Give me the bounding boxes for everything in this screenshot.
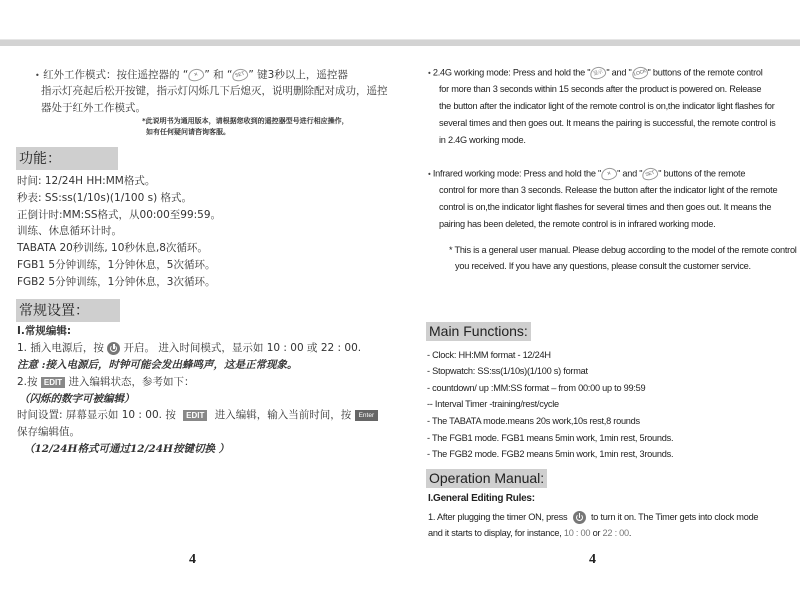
operation-manual-header: Operation Manual: (426, 469, 547, 488)
mode-24g-line3: the button after the indicator light of the remote control is on,the indicator light flashes for (439, 101, 775, 111)
settings-step2: 2.按 EDIT 进入编辑状态，参考如下： (17, 376, 195, 388)
mode-ir-line4: pairing has been deleted, the remote control is in infrared working mode. (439, 219, 716, 229)
function-item-clock: 时间: 12/24H HH:MM格式。 (17, 175, 156, 187)
mode-ir-line2: control for more than 3 seconds. Release the button after the indicator light of the remote (439, 185, 778, 195)
power-icon (573, 511, 586, 524)
function-item-stopwatch: - Stopwatch: SS:ss(1/10s)(1/100 s) format (427, 366, 588, 376)
remote-key-set-icon: SET (641, 166, 660, 182)
disclaimer-line2: 如有任何疑问请咨询客服。 (146, 128, 230, 136)
right-page-english (400, 0, 800, 593)
general-editing-subheader: I.General Editing Rules: (428, 493, 535, 504)
flash-digits-note: （闪烁的数字可被编辑） (19, 393, 135, 405)
infrared-mode-line1: • 红外工作模式：按住遥控器的 “ ✕ ” 和 “ SET ” 键3秒以上，遥控器 (35, 69, 348, 81)
function-item-tabata: TABATA 20秒训练, 10秒休息,8次循环。 (17, 242, 208, 254)
infrared-mode-line2: 指示灯亮起后松开按键，指示灯闪烁几下后熄灭，说明删除配对成功，遥控 (41, 85, 388, 97)
settings-header: 常规设置： (16, 299, 120, 322)
mode-ir-line3: control is on,the indicator light flashes for several times and then goes out. It means the (439, 202, 772, 212)
settings-beep-note: 注意 :接入电源后，时钟可能会发出蜂鸣声，这是正常现象。 (17, 359, 298, 371)
remote-key-display-icon: 显示 (589, 65, 608, 81)
disclaimer-line1: *此说明书为通用版本，请根据您收到的遥控器型号进行相应操作， (142, 117, 349, 125)
settings-subheader: I.常规编辑: (17, 325, 72, 337)
function-item-interval: -- Interval Timer -training/rest/cycle (427, 399, 559, 409)
infrared-mode-line3: 器处于红外工作模式。 (41, 102, 146, 114)
time-setting-line: 时间设置: 屏幕显示如 10 : 00. 按 EDIT 进入编辑，输入当前时间，按 Enter (17, 407, 378, 422)
power-icon (107, 342, 120, 355)
function-item-clock: - Clock: HH:MM format - 12/24H (427, 350, 551, 360)
functions-header: 功能： (16, 147, 118, 170)
mode-24g-line4: several times and then goes out. It means the pairing is successful, the remote control is (439, 118, 776, 128)
remote-key-set-icon: SET (231, 67, 250, 83)
disclaimer-line1: * This is a general user manual. Please debug according to the model of the remote control (449, 245, 797, 255)
edit-key-label: EDIT (41, 377, 65, 388)
main-functions-header: Main Functions: (426, 322, 531, 341)
remote-key-x-icon: ✕ (600, 166, 619, 182)
disclaimer-line2: you received. If you have any questions, please consult the customer service. (455, 261, 751, 271)
page-number: 4 (589, 552, 596, 567)
mode-ir-line1: • Infrared working mode: Press and hold the " ✕ " and " SET " buttons of the remote (428, 168, 745, 180)
function-item-fgb1: FGB1 5分钟训练，1分钟休息，5次循环。 (17, 259, 216, 271)
function-item-countdown: 正倒计时:MM:SS格式，从00:00至99:59。 (17, 209, 222, 221)
function-item-fgb2: FGB2 5分钟训练，1分钟休息，3次循环。 (17, 276, 216, 288)
format-toggle-note: （12/24H格式可通过12/24H按键切换 ） (24, 443, 230, 455)
function-item-fgb2: - The FGB2 mode. FGB2 means 5min work, 1min rest, 3rounds. (427, 449, 674, 459)
function-item-stopwatch: 秒表: SS:ss(1/10s)(1/100 s) 格式。 (17, 192, 193, 204)
save-value-line: 保存编辑值。 (17, 426, 80, 438)
function-item-countdown: - countdown/ up :MM:SS format – from 00:00 up to 99:59 (427, 383, 646, 393)
remote-key-lock-icon: LOCK (630, 65, 649, 81)
remote-key-x-icon: ✕ (187, 67, 206, 83)
operation-step1: 1. After plugging the timer ON, press to turn it on. The Timer gets into clock mode (428, 511, 758, 524)
enter-key-label: Enter (355, 410, 379, 421)
mode-24g-line2: for more than 3 seconds within 15 seconds after the product is powered on. Release (439, 84, 762, 94)
settings-step1: 1. 插入电源后，按 开启。 进入时间模式，显示如 10 : 00 或 22 : 00. (17, 342, 362, 354)
mode-24g-line1: • 2.4G working mode: Press and hold the " 显示 " and "LOCK" buttons of the remote control (428, 67, 763, 79)
mode-24g-line5: in 2.4G working mode. (439, 135, 526, 145)
function-item-interval: 训练、休息循环计时。 (17, 225, 122, 237)
page-number: 4 (189, 552, 196, 567)
function-item-fgb1: - The FGB1 mode. FGB1 means 5min work, 1min rest, 5rounds. (427, 433, 674, 443)
edit-key-label: EDIT (183, 410, 207, 421)
operation-step1-cont: and it starts to display, for instance, 10 : 00 or 22 : 00. (428, 528, 632, 538)
function-item-tabata: - The TABATA mode.means 20s work,10s rest,8 rounds (427, 416, 640, 426)
